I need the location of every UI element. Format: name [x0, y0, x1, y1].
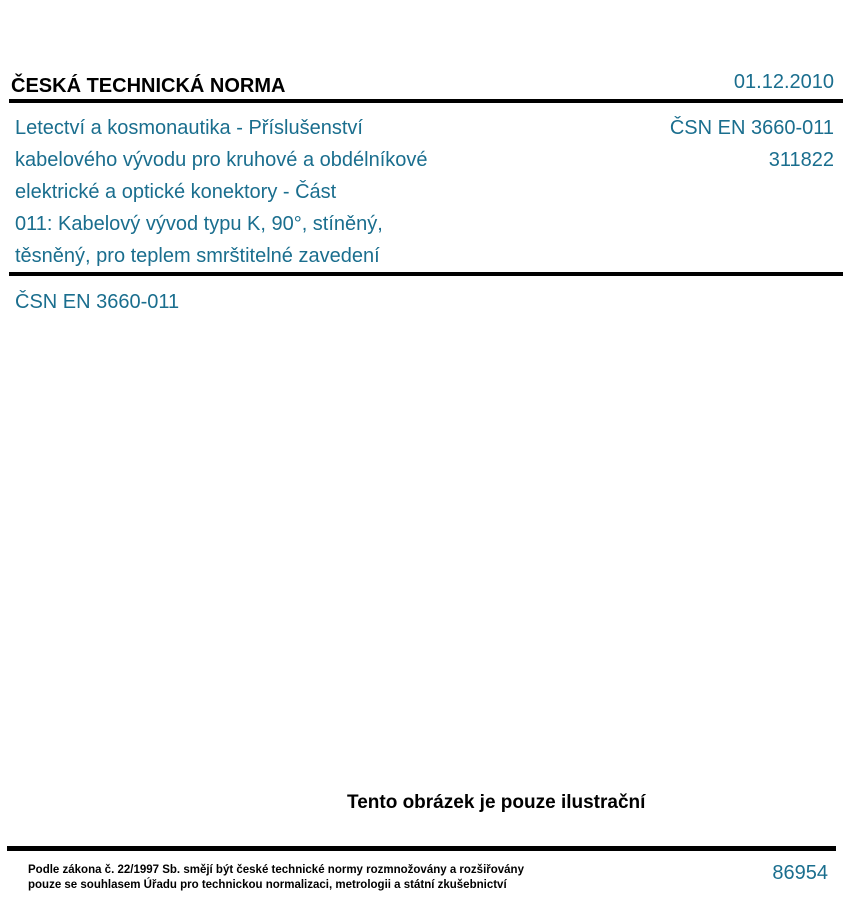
middle-divider: [9, 272, 843, 276]
standard-title-line-5: těsněný, pro teplem smrštitelné zavedení: [15, 245, 380, 267]
legal-notice-line-2: pouze se souhlasem Úřadu pro technickou normalizaci, metrologii a státní zkušebnictví: [28, 879, 507, 891]
legal-notice-line-1: Podle zákona č. 22/1997 Sb. smějí být české technické normy rozmnožovány a rozšiřovány: [28, 864, 524, 876]
standard-title-line-1: Letectví a kosmonautika - Příslušenství: [15, 117, 363, 139]
document-type-heading: ČESKÁ TECHNICKÁ NORMA: [11, 75, 286, 97]
catalog-number: 86954: [772, 862, 828, 884]
standard-title-line-4: 011: Kabelový vývod typu K, 90°, stíněný,: [15, 213, 383, 235]
top-divider: [9, 99, 843, 103]
related-standard-designation: ČSN EN 3660-011: [15, 291, 180, 313]
publication-date: 01.12.2010: [733, 71, 834, 93]
bottom-divider: [7, 846, 836, 851]
classification-code: 311822: [768, 149, 834, 171]
standard-title-line-2: kabelového vývodu pro kruhové a obdélníkové: [15, 149, 428, 171]
standard-title-line-3: elektrické a optické konektory - Část: [15, 181, 337, 203]
standard-designation: ČSN EN 3660-011: [669, 117, 834, 139]
illustration-disclaimer: Tento obrázek je pouze ilustrační: [347, 792, 646, 813]
